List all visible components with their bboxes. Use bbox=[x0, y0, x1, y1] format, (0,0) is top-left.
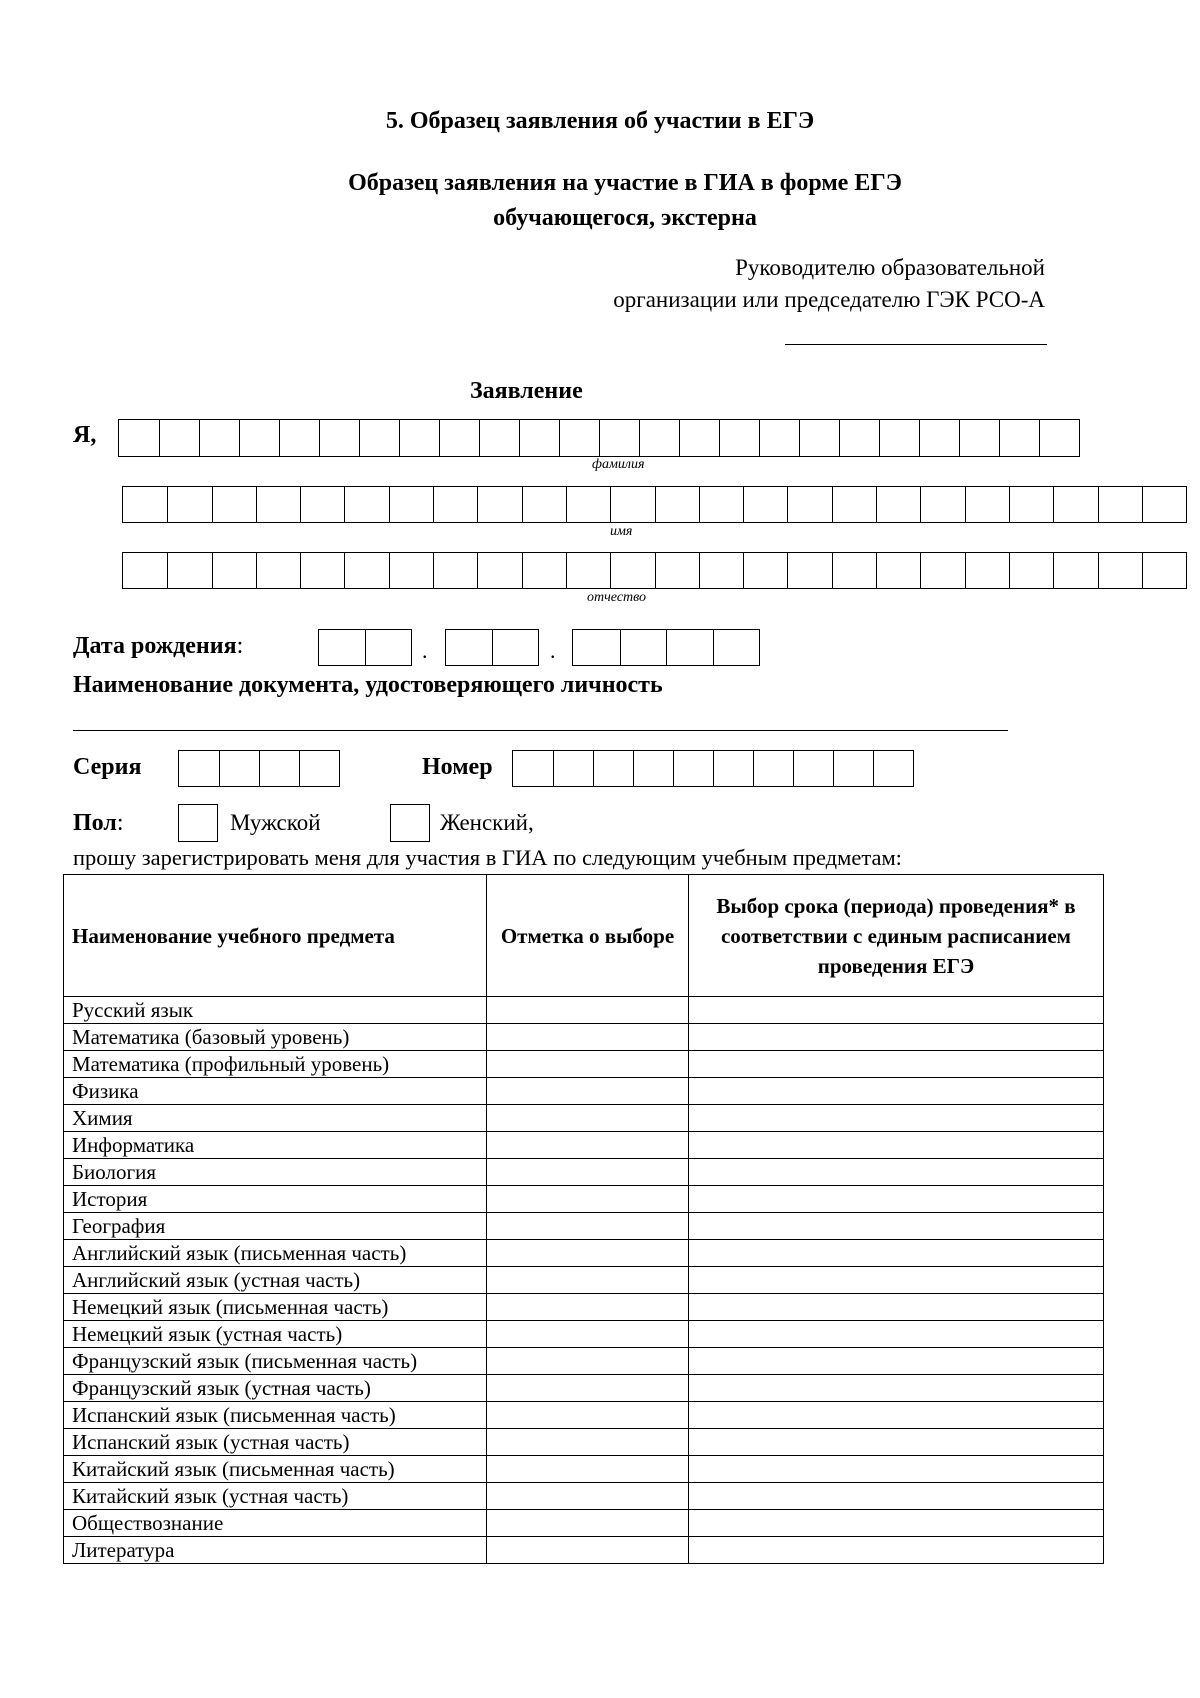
date-separator-2: . bbox=[550, 638, 556, 663]
char-cell[interactable] bbox=[719, 420, 759, 456]
char-cell[interactable] bbox=[920, 487, 964, 522]
table-row bbox=[64, 1456, 1104, 1483]
char-cell[interactable] bbox=[633, 751, 673, 786]
male-label: Мужской bbox=[230, 810, 321, 835]
surname-boxes[interactable] bbox=[118, 419, 1080, 457]
table-row bbox=[64, 1132, 1104, 1159]
char-cell[interactable] bbox=[799, 420, 839, 456]
subject-name: Китайский язык (письменная часть) bbox=[64, 1456, 487, 1483]
char-cell[interactable] bbox=[256, 487, 300, 522]
subject-name: Физика bbox=[64, 1078, 487, 1105]
char-cell[interactable] bbox=[159, 420, 199, 456]
char-cell[interactable] bbox=[753, 751, 793, 786]
choice-mark-cell[interactable] bbox=[487, 1510, 689, 1537]
choice-mark-cell[interactable] bbox=[487, 1105, 689, 1132]
period-choice-cell[interactable] bbox=[689, 1483, 1104, 1510]
birth-date-label bbox=[73, 633, 243, 660]
table-row bbox=[64, 1105, 1104, 1132]
char-cell[interactable] bbox=[219, 751, 259, 786]
sex-label-text: Пол bbox=[73, 810, 117, 836]
char-cell[interactable] bbox=[599, 420, 639, 456]
char-cell[interactable] bbox=[920, 553, 964, 588]
choice-mark-cell[interactable] bbox=[487, 1294, 689, 1321]
period-choice-cell[interactable] bbox=[689, 1213, 1104, 1240]
char-cell[interactable] bbox=[479, 420, 519, 456]
name-boxes[interactable] bbox=[122, 486, 1187, 523]
table-header-row bbox=[64, 875, 1104, 997]
female-checkbox[interactable] bbox=[390, 804, 430, 842]
char-cell[interactable] bbox=[300, 487, 344, 522]
subject-name: География bbox=[64, 1213, 487, 1240]
patronymic-boxes[interactable] bbox=[122, 552, 1187, 589]
subject-name: Информатика bbox=[64, 1132, 487, 1159]
choice-mark-cell[interactable] bbox=[487, 1132, 689, 1159]
char-cell[interactable] bbox=[655, 553, 699, 588]
char-cell[interactable] bbox=[833, 751, 873, 786]
period-choice-cell[interactable] bbox=[689, 1348, 1104, 1375]
subject-name: Французский язык (письменная часть) bbox=[64, 1348, 487, 1375]
choice-mark-cell[interactable] bbox=[487, 1375, 689, 1402]
id-document-label: Наименование документа, удостоверяющего личность bbox=[73, 672, 663, 698]
subject-name: Французский язык (устная часть) bbox=[64, 1375, 487, 1402]
char-cell[interactable] bbox=[319, 630, 365, 665]
table-row bbox=[64, 1159, 1104, 1186]
char-cell[interactable] bbox=[593, 751, 633, 786]
char-cell[interactable] bbox=[713, 751, 753, 786]
char-cell[interactable] bbox=[439, 420, 479, 456]
char-cell[interactable] bbox=[873, 751, 913, 786]
char-cell[interactable] bbox=[620, 630, 667, 665]
table-row bbox=[64, 1402, 1104, 1429]
char-cell[interactable] bbox=[1009, 553, 1053, 588]
sex-label bbox=[73, 810, 124, 837]
char-cell[interactable] bbox=[793, 751, 833, 786]
char-cell[interactable] bbox=[1098, 487, 1142, 522]
period-choice-cell[interactable] bbox=[689, 1537, 1104, 1564]
char-cell[interactable] bbox=[787, 487, 831, 522]
char-cell[interactable] bbox=[212, 553, 256, 588]
char-cell[interactable] bbox=[239, 420, 279, 456]
char-cell[interactable] bbox=[256, 553, 300, 588]
table-row bbox=[64, 1024, 1104, 1051]
char-cell[interactable] bbox=[365, 630, 411, 665]
char-cell[interactable] bbox=[212, 487, 256, 522]
char-cell[interactable] bbox=[359, 420, 399, 456]
char-cell[interactable] bbox=[259, 751, 299, 786]
period-choice-cell[interactable] bbox=[689, 1402, 1104, 1429]
char-cell[interactable] bbox=[639, 420, 679, 456]
char-cell[interactable] bbox=[879, 420, 919, 456]
period-choice-cell[interactable] bbox=[689, 997, 1104, 1024]
char-cell[interactable] bbox=[743, 553, 787, 588]
char-cell[interactable] bbox=[477, 487, 521, 522]
char-cell[interactable] bbox=[123, 487, 167, 522]
period-choice-cell[interactable] bbox=[689, 1051, 1104, 1078]
table-row bbox=[64, 1510, 1104, 1537]
choice-mark-cell[interactable] bbox=[487, 1321, 689, 1348]
table-row bbox=[64, 1348, 1104, 1375]
period-choice-cell[interactable] bbox=[689, 1240, 1104, 1267]
choice-mark-cell[interactable] bbox=[487, 1456, 689, 1483]
document-subheading-line1: Образец заявления на участие в ГИА в форме ЕГЭ bbox=[348, 170, 902, 196]
char-cell[interactable] bbox=[433, 487, 477, 522]
choice-mark-cell[interactable] bbox=[487, 1186, 689, 1213]
char-cell[interactable] bbox=[743, 487, 787, 522]
name-caption: имя bbox=[610, 524, 633, 539]
document-subheading-line2: обучающегося, экстерна bbox=[493, 205, 757, 231]
choice-mark-cell[interactable] bbox=[487, 1024, 689, 1051]
char-cell[interactable] bbox=[1142, 487, 1186, 522]
subject-name: Биология bbox=[64, 1159, 487, 1186]
table-row bbox=[64, 1186, 1104, 1213]
subject-name: Химия bbox=[64, 1105, 487, 1132]
period-choice-cell[interactable] bbox=[689, 1078, 1104, 1105]
id-document-line[interactable] bbox=[73, 730, 1008, 731]
table-row bbox=[64, 1321, 1104, 1348]
addressee-line2: организации или председателю ГЭК РСО-А bbox=[613, 287, 1045, 312]
female-label: Женский, bbox=[440, 810, 534, 835]
birth-date-colon: : bbox=[236, 633, 244, 659]
period-choice-cell[interactable] bbox=[689, 1267, 1104, 1294]
subject-name: Литература bbox=[64, 1537, 487, 1564]
series-boxes[interactable] bbox=[178, 750, 340, 787]
char-cell[interactable] bbox=[610, 553, 654, 588]
request-text: прошу зарегистрировать меня для участия в ГИА по следующим учебным предметам: bbox=[73, 845, 902, 870]
subject-name: История bbox=[64, 1186, 487, 1213]
choice-mark-cell[interactable] bbox=[487, 1078, 689, 1105]
char-cell[interactable] bbox=[553, 751, 593, 786]
table-row bbox=[64, 1267, 1104, 1294]
subject-name: Русский язык bbox=[64, 997, 487, 1024]
date-separator-1: . bbox=[422, 638, 428, 663]
char-cell[interactable] bbox=[1009, 487, 1053, 522]
choice-mark-cell[interactable] bbox=[487, 1159, 689, 1186]
table-row bbox=[64, 1429, 1104, 1456]
char-cell[interactable] bbox=[699, 487, 743, 522]
char-cell[interactable] bbox=[713, 630, 760, 665]
table-row bbox=[64, 1051, 1104, 1078]
table-row bbox=[64, 1078, 1104, 1105]
period-choice-cell[interactable] bbox=[689, 1510, 1104, 1537]
choice-mark-cell[interactable] bbox=[487, 1240, 689, 1267]
subject-name: Английский язык (устная часть) bbox=[64, 1267, 487, 1294]
header-subject-name: Наименование учебного предмета bbox=[64, 875, 487, 997]
char-cell[interactable] bbox=[519, 420, 559, 456]
char-cell[interactable] bbox=[965, 553, 1009, 588]
subject-name: Испанский язык (устная часть) bbox=[64, 1429, 487, 1456]
char-cell[interactable] bbox=[679, 420, 719, 456]
table-row bbox=[64, 1240, 1104, 1267]
char-cell[interactable] bbox=[566, 553, 610, 588]
char-cell[interactable] bbox=[832, 553, 876, 588]
i-label: Я, bbox=[73, 422, 97, 448]
char-cell[interactable] bbox=[832, 487, 876, 522]
char-cell[interactable] bbox=[199, 420, 239, 456]
char-cell[interactable] bbox=[522, 487, 566, 522]
char-cell[interactable] bbox=[492, 630, 538, 665]
char-cell[interactable] bbox=[399, 420, 439, 456]
period-choice-cell[interactable] bbox=[689, 1024, 1104, 1051]
statement-title: Заявление bbox=[470, 378, 583, 404]
subject-name: Китайский язык (устная часть) bbox=[64, 1483, 487, 1510]
period-choice-cell[interactable] bbox=[689, 1132, 1104, 1159]
char-cell[interactable] bbox=[344, 553, 388, 588]
choice-mark-cell[interactable] bbox=[487, 997, 689, 1024]
char-cell[interactable] bbox=[965, 487, 1009, 522]
char-cell[interactable] bbox=[299, 751, 339, 786]
subjects-table bbox=[63, 874, 1104, 1564]
sex-colon: : bbox=[116, 810, 124, 836]
char-cell[interactable] bbox=[919, 420, 959, 456]
period-choice-cell[interactable] bbox=[689, 1294, 1104, 1321]
subject-name: Немецкий язык (устная часть) bbox=[64, 1321, 487, 1348]
patronymic-caption: отчество bbox=[587, 590, 647, 605]
subject-name: Обществознание bbox=[64, 1510, 487, 1537]
char-cell[interactable] bbox=[167, 487, 211, 522]
char-cell[interactable] bbox=[433, 553, 477, 588]
char-cell[interactable] bbox=[876, 553, 920, 588]
char-cell[interactable] bbox=[699, 553, 743, 588]
char-cell[interactable] bbox=[119, 420, 159, 456]
period-choice-cell[interactable] bbox=[689, 1105, 1104, 1132]
char-cell[interactable] bbox=[673, 751, 713, 786]
char-cell[interactable] bbox=[1142, 553, 1186, 588]
table-row bbox=[64, 1213, 1104, 1240]
char-cell[interactable] bbox=[787, 553, 831, 588]
char-cell[interactable] bbox=[179, 751, 219, 786]
table-row bbox=[64, 1537, 1104, 1564]
period-choice-cell[interactable] bbox=[689, 1429, 1104, 1456]
char-cell[interactable] bbox=[1039, 420, 1079, 456]
male-checkbox[interactable] bbox=[178, 804, 218, 842]
char-cell[interactable] bbox=[477, 553, 521, 588]
subject-name: Математика (базовый уровень) bbox=[64, 1024, 487, 1051]
choice-mark-cell[interactable] bbox=[487, 1267, 689, 1294]
birth-month-boxes[interactable] bbox=[445, 629, 539, 666]
char-cell[interactable] bbox=[759, 420, 799, 456]
char-cell[interactable] bbox=[610, 487, 654, 522]
number-label: Номер bbox=[422, 754, 493, 780]
char-cell[interactable] bbox=[389, 487, 433, 522]
char-cell[interactable] bbox=[559, 420, 599, 456]
char-cell[interactable] bbox=[1098, 553, 1142, 588]
table-row bbox=[64, 1294, 1104, 1321]
subject-name: Математика (профильный уровень) bbox=[64, 1051, 487, 1078]
period-choice-cell[interactable] bbox=[689, 1456, 1104, 1483]
choice-mark-cell[interactable] bbox=[487, 1402, 689, 1429]
choice-mark-cell[interactable] bbox=[487, 1213, 689, 1240]
choice-mark-cell[interactable] bbox=[487, 1051, 689, 1078]
choice-mark-cell[interactable] bbox=[487, 1483, 689, 1510]
period-choice-cell[interactable] bbox=[689, 1159, 1104, 1186]
period-choice-cell[interactable] bbox=[689, 1186, 1104, 1213]
number-boxes[interactable] bbox=[512, 750, 914, 787]
table-row bbox=[64, 997, 1104, 1024]
subject-name: Немецкий язык (письменная часть) bbox=[64, 1294, 487, 1321]
choice-mark-cell[interactable] bbox=[487, 1537, 689, 1564]
char-cell[interactable] bbox=[655, 487, 699, 522]
char-cell[interactable] bbox=[300, 553, 344, 588]
document-heading: 5. Образец заявления об участии в ЕГЭ bbox=[385, 108, 815, 134]
char-cell[interactable] bbox=[566, 487, 610, 522]
birth-day-boxes[interactable] bbox=[318, 629, 412, 666]
header-period-choice: Выбор срока (периода) проведения* в соответствии с единым расписанием проведения ЕГЭ bbox=[689, 875, 1104, 997]
char-cell[interactable] bbox=[959, 420, 999, 456]
char-cell[interactable] bbox=[876, 487, 920, 522]
char-cell[interactable] bbox=[446, 630, 492, 665]
period-choice-cell[interactable] bbox=[689, 1321, 1104, 1348]
char-cell[interactable] bbox=[839, 420, 879, 456]
char-cell[interactable] bbox=[522, 553, 566, 588]
char-cell[interactable] bbox=[1053, 487, 1097, 522]
addressee-line1: Руководителю образовательной bbox=[735, 255, 1045, 280]
birth-date-label-text: Дата рождения bbox=[73, 633, 237, 659]
char-cell[interactable] bbox=[513, 751, 553, 786]
char-cell[interactable] bbox=[319, 420, 359, 456]
birth-year-boxes[interactable] bbox=[572, 629, 760, 666]
surname-caption: фамилия bbox=[592, 457, 645, 472]
subject-name: Испанский язык (письменная часть) bbox=[64, 1402, 487, 1429]
period-choice-cell[interactable] bbox=[689, 1375, 1104, 1402]
char-cell[interactable] bbox=[344, 487, 388, 522]
char-cell[interactable] bbox=[666, 630, 713, 665]
char-cell[interactable] bbox=[573, 630, 620, 665]
char-cell[interactable] bbox=[279, 420, 319, 456]
char-cell[interactable] bbox=[1053, 553, 1097, 588]
choice-mark-cell[interactable] bbox=[487, 1429, 689, 1456]
series-label: Серия bbox=[73, 754, 142, 780]
char-cell[interactable] bbox=[167, 553, 211, 588]
addressee-signature-line[interactable] bbox=[785, 344, 1047, 345]
subject-name: Английский язык (письменная часть) bbox=[64, 1240, 487, 1267]
header-choice-mark: Отметка о выборе bbox=[487, 875, 689, 997]
choice-mark-cell[interactable] bbox=[487, 1348, 689, 1375]
char-cell[interactable] bbox=[389, 553, 433, 588]
table-row bbox=[64, 1483, 1104, 1510]
char-cell[interactable] bbox=[999, 420, 1039, 456]
table-row bbox=[64, 1375, 1104, 1402]
char-cell[interactable] bbox=[123, 553, 167, 588]
